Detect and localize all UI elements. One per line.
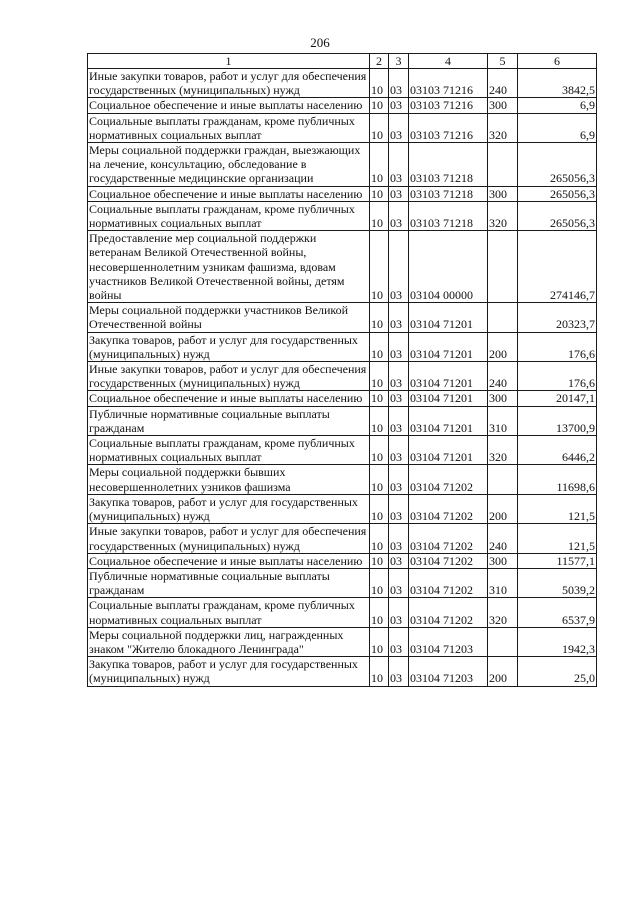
row-amount: 265056,3 — [518, 186, 597, 201]
row-subsection: 03 — [389, 657, 409, 686]
row-subsection: 03 — [389, 362, 409, 391]
row-expense-type: 300 — [488, 553, 518, 568]
row-amount: 20147,1 — [518, 391, 597, 406]
row-amount: 265056,3 — [518, 143, 597, 187]
row-section: 10 — [370, 524, 389, 553]
row-subsection: 03 — [389, 332, 409, 361]
row-subsection: 03 — [389, 524, 409, 553]
row-section: 10 — [370, 98, 389, 113]
row-name: Меры социальной поддержки участников Великой Отечественной войны — [88, 303, 370, 332]
row-amount: 176,6 — [518, 332, 597, 361]
row-expense-type: 320 — [488, 201, 518, 230]
row-name: Меры социальной поддержки лиц, награжденных знаком "Жителю блокадного Ленинграда" — [88, 627, 370, 656]
table-row — [88, 494, 597, 523]
header-col-5: 5 — [488, 54, 518, 69]
row-expense-type: 320 — [488, 436, 518, 465]
header-col-3: 3 — [389, 54, 409, 69]
row-expense-type: 240 — [488, 69, 518, 98]
row-target-code: 03104 00000 — [409, 231, 488, 303]
row-subsection: 03 — [389, 391, 409, 406]
row-amount: 6,9 — [518, 98, 597, 113]
table-row — [88, 332, 597, 361]
row-expense-type: 310 — [488, 406, 518, 435]
row-target-code: 03104 71202 — [409, 465, 488, 494]
row-name: Закупка товаров, работ и услуг для государственных (муниципальных) нужд — [88, 332, 370, 361]
row-section: 10 — [370, 201, 389, 230]
row-amount: 176,6 — [518, 362, 597, 391]
row-amount: 1942,3 — [518, 627, 597, 656]
row-amount: 6446,2 — [518, 436, 597, 465]
row-section: 10 — [370, 143, 389, 187]
row-name: Публичные нормативные социальные выплаты гражданам — [88, 568, 370, 597]
row-subsection: 03 — [389, 69, 409, 98]
row-name: Предоставление мер социальной поддержки ветеранам Великой Отечественной войны, несовершеннолетним узникам фашизма, вдовам участников Великой Отечественной войны, детям войны — [88, 231, 370, 303]
header-row — [88, 54, 597, 69]
table-row — [88, 186, 597, 201]
row-expense-type: 200 — [488, 657, 518, 686]
row-expense-type: 310 — [488, 568, 518, 597]
row-target-code: 03103 71216 — [409, 69, 488, 98]
row-expense-type — [488, 303, 518, 332]
row-amount: 265056,3 — [518, 201, 597, 230]
row-subsection: 03 — [389, 231, 409, 303]
row-subsection: 03 — [389, 568, 409, 597]
table-row — [88, 406, 597, 435]
table-row — [88, 303, 597, 332]
table-row — [88, 436, 597, 465]
table-row — [88, 465, 597, 494]
row-section: 10 — [370, 332, 389, 361]
row-subsection: 03 — [389, 436, 409, 465]
row-target-code: 03104 71201 — [409, 391, 488, 406]
row-section: 10 — [370, 391, 389, 406]
row-subsection: 03 — [389, 303, 409, 332]
row-expense-type — [488, 143, 518, 187]
row-target-code: 03104 71202 — [409, 524, 488, 553]
table-row — [88, 201, 597, 230]
row-expense-type: 200 — [488, 332, 518, 361]
row-name: Социальное обеспечение и иные выплаты населению — [88, 553, 370, 568]
row-amount: 274146,7 — [518, 231, 597, 303]
row-amount: 121,5 — [518, 494, 597, 523]
row-subsection: 03 — [389, 494, 409, 523]
row-amount: 11698,6 — [518, 465, 597, 494]
row-amount: 20323,7 — [518, 303, 597, 332]
row-expense-type: 240 — [488, 362, 518, 391]
row-target-code: 03104 71201 — [409, 406, 488, 435]
header-col-4: 4 — [409, 54, 488, 69]
row-amount: 11577,1 — [518, 553, 597, 568]
table-row — [88, 627, 597, 656]
row-section: 10 — [370, 362, 389, 391]
row-section: 10 — [370, 657, 389, 686]
header-col-2: 2 — [370, 54, 389, 69]
table-row — [88, 231, 597, 303]
row-target-code: 03104 71203 — [409, 627, 488, 656]
row-expense-type: 320 — [488, 598, 518, 627]
row-subsection: 03 — [389, 465, 409, 494]
table-row — [88, 98, 597, 113]
row-target-code: 03104 71202 — [409, 494, 488, 523]
row-name: Социальные выплаты гражданам, кроме публичных нормативных социальных выплат — [88, 113, 370, 142]
row-name: Иные закупки товаров, работ и услуг для обеспечения государственных (муниципальных) нужд — [88, 524, 370, 553]
row-expense-type: 300 — [488, 98, 518, 113]
row-subsection: 03 — [389, 98, 409, 113]
row-name: Социальные выплаты гражданам, кроме публичных нормативных социальных выплат — [88, 201, 370, 230]
row-target-code: 03103 71216 — [409, 98, 488, 113]
row-amount: 25,0 — [518, 657, 597, 686]
table-row — [88, 113, 597, 142]
row-section: 10 — [370, 186, 389, 201]
row-amount: 3842,5 — [518, 69, 597, 98]
row-amount: 5039,2 — [518, 568, 597, 597]
budget-table — [87, 53, 597, 687]
row-target-code: 03103 71218 — [409, 186, 488, 201]
row-subsection: 03 — [389, 553, 409, 568]
header-col-1: 1 — [88, 54, 370, 69]
row-target-code: 03103 71218 — [409, 201, 488, 230]
table-row — [88, 143, 597, 187]
row-name: Социальные выплаты гражданам, кроме публичных нормативных социальных выплат — [88, 598, 370, 627]
row-subsection: 03 — [389, 143, 409, 187]
row-name: Социальные выплаты гражданам, кроме публичных нормативных социальных выплат — [88, 436, 370, 465]
row-target-code: 03103 71218 — [409, 143, 488, 187]
row-name: Иные закупки товаров, работ и услуг для обеспечения государственных (муниципальных) нужд — [88, 69, 370, 98]
table-row — [88, 362, 597, 391]
row-amount: 13700,9 — [518, 406, 597, 435]
row-section: 10 — [370, 568, 389, 597]
row-section: 10 — [370, 627, 389, 656]
row-expense-type: 320 — [488, 113, 518, 142]
row-subsection: 03 — [389, 598, 409, 627]
row-name: Меры социальной поддержки граждан, выезжающих на лечение, консультацию, обследование в государственные медицинские организации — [88, 143, 370, 187]
row-section: 10 — [370, 465, 389, 494]
row-section: 10 — [370, 69, 389, 98]
row-target-code: 03104 71201 — [409, 303, 488, 332]
row-target-code: 03104 71201 — [409, 332, 488, 361]
row-subsection: 03 — [389, 113, 409, 142]
table-row — [88, 391, 597, 406]
row-expense-type — [488, 231, 518, 303]
row-expense-type — [488, 465, 518, 494]
row-target-code: 03104 71201 — [409, 436, 488, 465]
table-row — [88, 553, 597, 568]
row-target-code: 03104 71202 — [409, 568, 488, 597]
row-subsection: 03 — [389, 406, 409, 435]
table-row — [88, 524, 597, 553]
row-expense-type: 200 — [488, 494, 518, 523]
row-name: Публичные нормативные социальные выплаты гражданам — [88, 406, 370, 435]
row-name: Закупка товаров, работ и услуг для государственных (муниципальных) нужд — [88, 657, 370, 686]
row-expense-type: 300 — [488, 391, 518, 406]
row-section: 10 — [370, 113, 389, 142]
row-section: 10 — [370, 494, 389, 523]
row-section: 10 — [370, 231, 389, 303]
row-section: 10 — [370, 406, 389, 435]
row-subsection: 03 — [389, 201, 409, 230]
row-expense-type: 240 — [488, 524, 518, 553]
table-row — [88, 657, 597, 686]
row-expense-type — [488, 627, 518, 656]
row-target-code: 03104 71201 — [409, 362, 488, 391]
table-row — [88, 568, 597, 597]
page-number: 206 — [310, 35, 330, 50]
row-section: 10 — [370, 598, 389, 627]
row-section: 10 — [370, 553, 389, 568]
row-amount: 6537,9 — [518, 598, 597, 627]
row-section: 10 — [370, 436, 389, 465]
row-name: Меры социальной поддержки бывших несовершеннолетних узников фашизма — [88, 465, 370, 494]
row-amount: 6,9 — [518, 113, 597, 142]
row-section: 10 — [370, 303, 389, 332]
row-expense-type: 300 — [488, 186, 518, 201]
row-name: Иные закупки товаров, работ и услуг для обеспечения государственных (муниципальных) нужд — [88, 362, 370, 391]
header-col-6: 6 — [518, 54, 597, 69]
row-name: Социальное обеспечение и иные выплаты населению — [88, 186, 370, 201]
row-target-code: 03104 71203 — [409, 657, 488, 686]
row-target-code: 03104 71202 — [409, 553, 488, 568]
row-subsection: 03 — [389, 627, 409, 656]
row-subsection: 03 — [389, 186, 409, 201]
row-target-code: 03104 71202 — [409, 598, 488, 627]
row-name: Социальное обеспечение и иные выплаты населению — [88, 98, 370, 113]
table-row — [88, 598, 597, 627]
table-row — [88, 69, 597, 98]
row-amount: 121,5 — [518, 524, 597, 553]
row-name: Закупка товаров, работ и услуг для государственных (муниципальных) нужд — [88, 494, 370, 523]
row-name: Социальное обеспечение и иные выплаты населению — [88, 391, 370, 406]
row-target-code: 03103 71216 — [409, 113, 488, 142]
